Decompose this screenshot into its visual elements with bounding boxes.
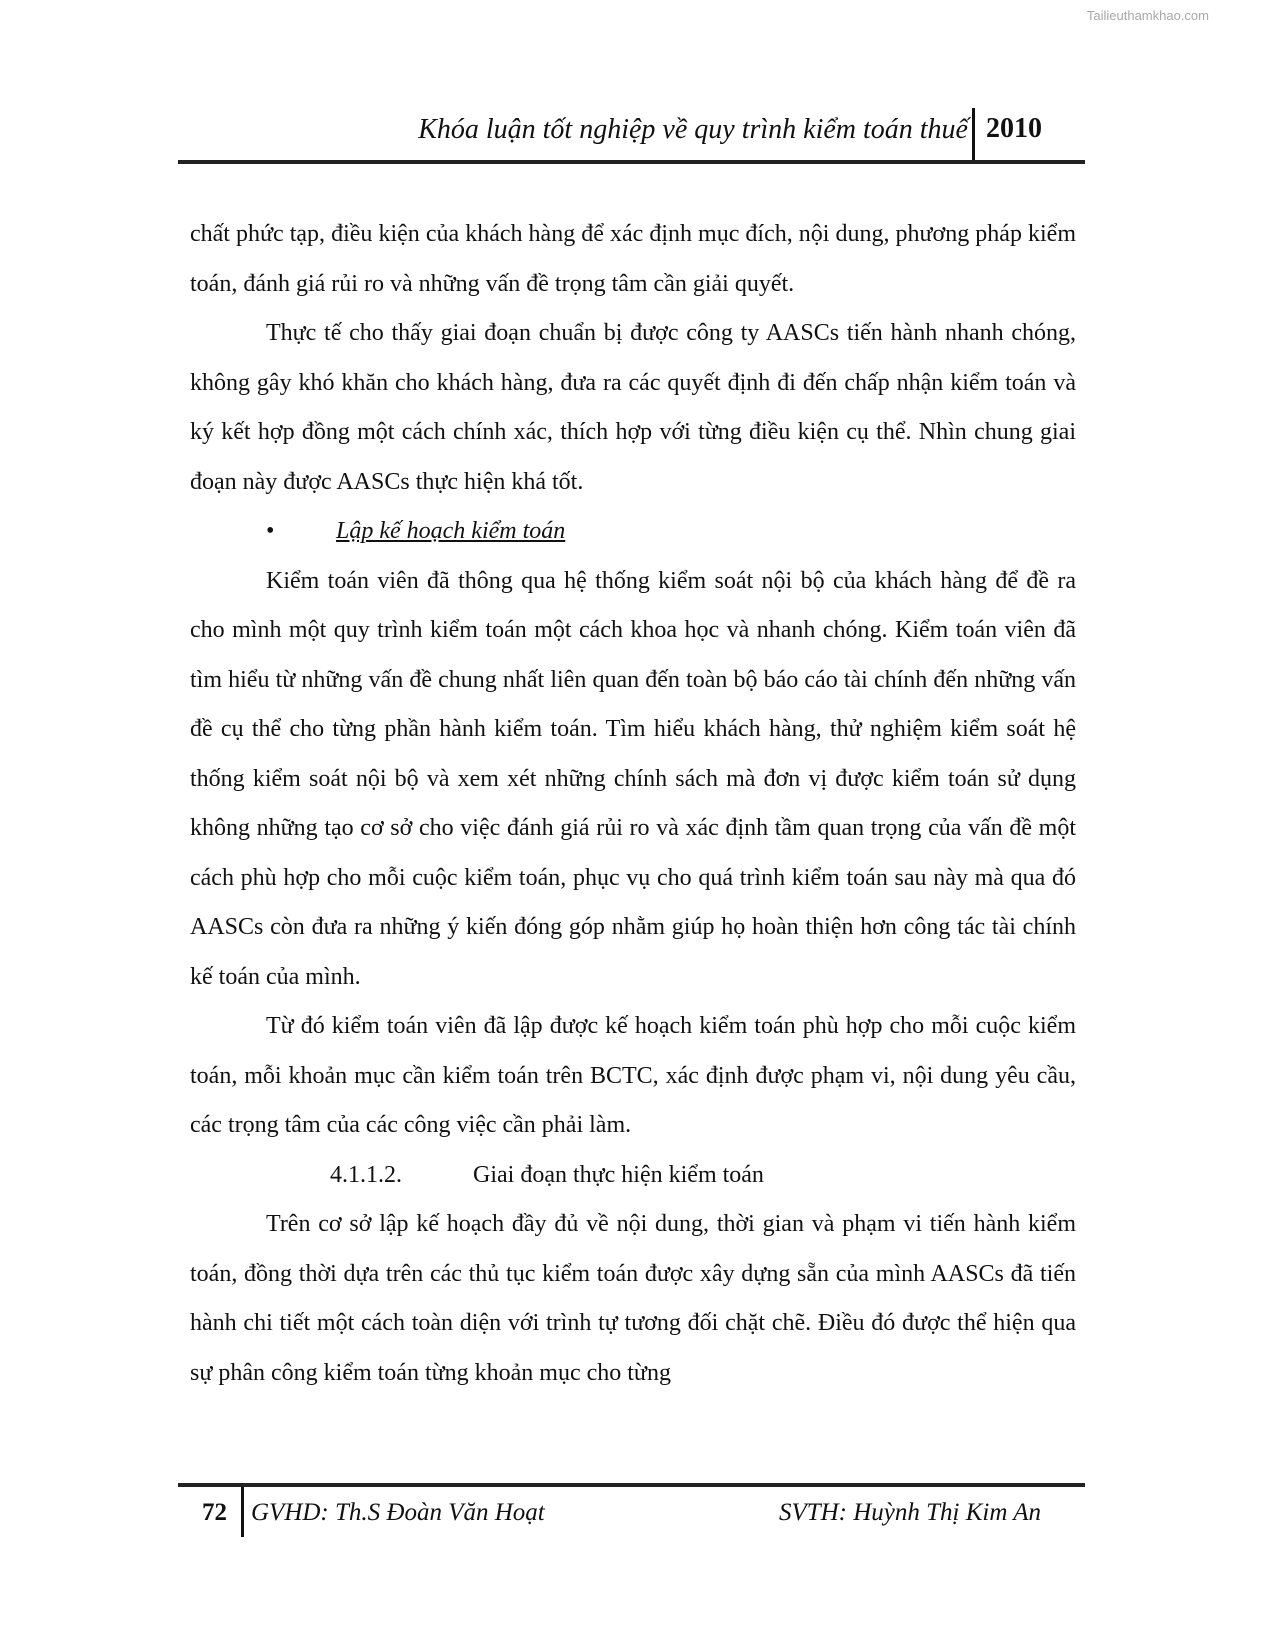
section-number: 4.1.1.2. [330, 1161, 402, 1188]
bullet-icon: • [266, 518, 275, 544]
footer-student: SVTH: Huỳnh Thị Kim An [778, 1499, 1041, 1526]
paragraph-4: Từ đó kiểm toán viên đã lập được kế hoạch kiểm toán phù hợp cho mỗi cuộc kiểm toán, mỗi khoản mục cần kiểm toán trên BCTC, xác định được phạm vi, nội dung yêu cầu, các trọng tâm của các công việc cần phải làm. [190, 1013, 1076, 1138]
footer-divider [241, 1487, 244, 1537]
page-number: 72 [202, 1499, 227, 1526]
paragraph-3: Kiểm toán viên đã thông qua hệ thống kiểm soát nội bộ của khách hàng để đề ra cho mình một quy trình kiểm toán một cách khoa học và nhanh chóng. Kiểm toán viên đã tìm hiểu từ những vấn đề chung nhất liên quan đến toàn bộ báo cáo tài chính đến những vấn đề cụ thể cho từng phần hành kiểm toán. Tìm hiểu khách hàng, thử nghiệm kiểm soát hệ thống kiểm soát nội bộ và xem xét những chính sách mà đơn vị được kiểm toán sử dụng không những tạo cơ sở cho việc đánh giá rủi ro và xác định tầm quan trọng của vấn đề một cách phù hợp cho mỗi cuộc kiểm toán, phục vụ cho quá trình kiểm toán sau này mà qua đó AASCs còn đưa ra những ý kiến đóng góp nhằm giúp họ hoàn thiện hơn công tác tài chính kế toán của mình. [190, 567, 1076, 990]
paragraph-5: Trên cơ sở lập kế hoạch đầy đủ về nội dung, thời gian và phạm vi tiến hành kiểm toán, đồng thời dựa trên các thủ tục kiểm toán được xây dựng sẵn của mình AASCs đã tiến hành chi tiết một cách toàn diện với trình tự tương đối chặt chẽ. Điều đó được thể hiện qua sự phân công kiểm toán từng khoản mục cho từng [190, 1211, 1076, 1386]
page-header [178, 108, 1085, 162]
bullet-item [190, 507, 1076, 557]
header-year: 2010 [986, 113, 1042, 144]
page-footer [178, 1487, 1085, 1541]
section-heading [190, 1151, 1076, 1201]
header-divider [972, 108, 975, 160]
page-body [190, 210, 1076, 1398]
section-title: Giai đoạn thực hiện kiểm toán [473, 1161, 764, 1188]
watermark: Tailieuthamkhao.com [1086, 8, 1209, 23]
footer-advisor: GVHD: Th.S Đoàn Văn Hoạt [251, 1499, 545, 1526]
header-title: Khóa luận tốt nghiệp về quy trình kiểm toán thuế [418, 114, 968, 145]
paragraph-2: Thực tế cho thấy giai đoạn chuẩn bị được công ty AASCs tiến hành nhanh chóng, không gây khó khăn cho khách hàng, đưa ra các quyết định đi đến chấp nhận kiểm toán và ký kết hợp đồng một cách chính xác, thích hợp với từng điều kiện cụ thể. Nhìn chung giai đoạn này được AASCs thực hiện khá tốt. [190, 320, 1076, 495]
bullet-heading: Lập kế hoạch kiểm toán [336, 518, 566, 544]
header-rule [178, 160, 1085, 164]
paragraph-1: chất phức tạp, điều kiện của khách hàng để xác định mục đích, nội dung, phương pháp kiểm toán, đánh giá rủi ro và những vấn đề trọng tâm cần giải quyết. [190, 221, 1076, 297]
